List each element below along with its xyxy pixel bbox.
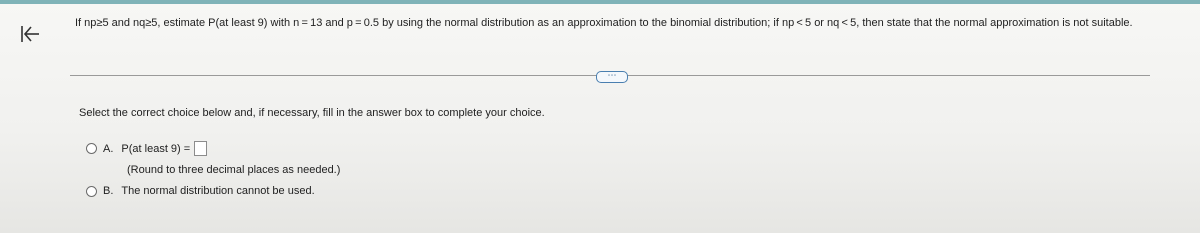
- skip-back-icon: [18, 22, 42, 46]
- expand-more-button[interactable]: ⋯: [596, 71, 628, 83]
- instruction-text: Select the correct choice below and, if necessary, fill in the answer box to complete your choice.: [79, 107, 545, 119]
- rounding-note: (Round to three decimal places as needed.): [127, 164, 341, 176]
- choice-b-text: The normal distribution cannot be used.: [121, 185, 315, 197]
- choice-a-letter: A.: [103, 142, 114, 155]
- choice-a[interactable]: [86, 141, 207, 156]
- question-screen: [0, 4, 1200, 233]
- question-text: If np≥5 and nq≥5, estimate P(at least 9) with n = 13 and p = 0.5 by using the normal distribution as an approximation to the binomial distribution; if np < 5 or nq < 5, then state that the normal approximation is not suitable.: [75, 17, 1133, 29]
- answer-input-box[interactable]: [194, 141, 207, 156]
- choice-a-radio[interactable]: [86, 143, 97, 154]
- choice-b-letter: B.: [103, 185, 114, 197]
- back-to-start-button[interactable]: [18, 22, 42, 46]
- choice-b-radio[interactable]: [86, 186, 97, 197]
- choice-a-text: P(at least 9) =: [121, 142, 191, 155]
- choice-b[interactable]: [86, 185, 315, 197]
